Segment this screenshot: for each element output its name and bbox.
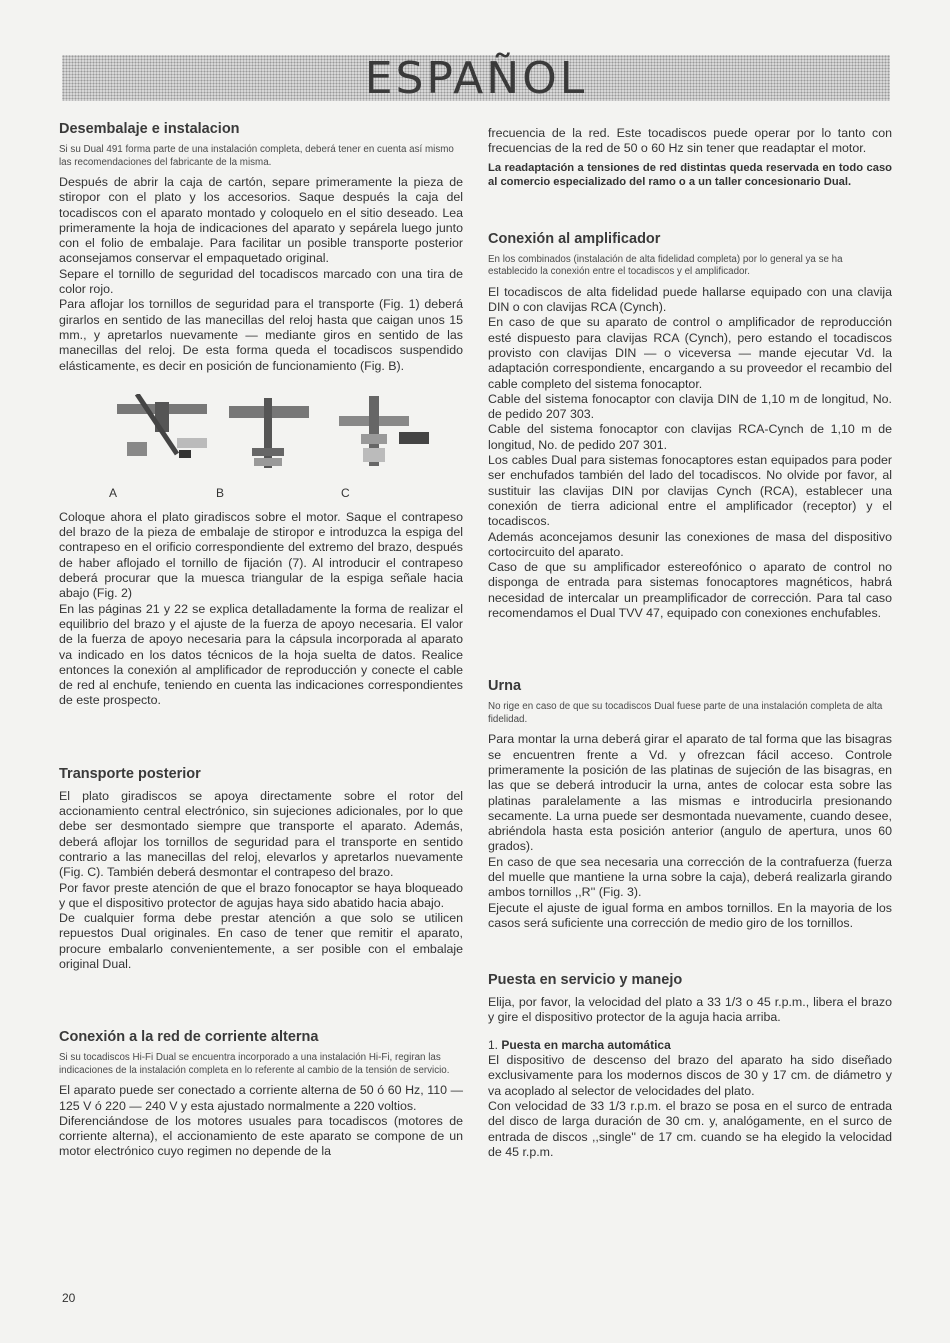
note-urna: No rige en caso de que su tocadiscos Dual fuese parte de una instalación completa de alta fidelidad. [488,701,883,725]
paragraph: Caso de que su amplificador estereofónico o aparato de control no disponga de entrada para sistemas fonocaptores magnéticos, habrá necesidad de intercalar un preamplificador de corrección. Para tal caso recomendamos el Dual TVV 47, equipado con conexiones enchufables. [488,560,892,621]
paragraph: Los cables Dual para sistemas fonocaptores estan equipados para poder ser enchufados también del lado del tocadiscos. No olvide por favor, al sustituir las clavijas DIN por clavijas Cynch (RCA), establecer una conexión de tierra adicional entre el amplificador (receptor) y el tocadiscos. [488,453,892,529]
paragraph: Cable del sistema fonocaptor con clavija DIN de 1,10 m de longitud, No. de pedido 207 303. [488,391,892,422]
subheading-title: Puesta en marcha automática [501,1037,671,1052]
paragraph: Diferenciándose de los motores usuales para tocadiscos (motores de corriente alterna), el accionamiento de este aparato se compone de un motor electrónico cuyo regimen no depende de la [59,1113,463,1159]
paragraph: El plato giradiscos se apoya directamente sobre el rotor del accionamiento central electrónico, sin sujeciones adicionales, por lo que debe ser desmontado siempre que transporte el aparato. Además, deberá aflojar los tornillos de seguridad para el transporte en sentido contrario a las manecillas del reloj, elevarlos y apretarlos nuevamente (Fig. C). También deberá desmontar el contrapeso del brazo. [59,788,463,880]
paragraph: Cable del sistema fonocaptor con clavijas RCA-Cynch de 1,10 m de longitud, No. de pedido 207 301. [488,422,892,452]
paragraph: Después de abrir la caja de cartón, separe primeramente la pieza de stiropor con el plato y los accesorios. Saque después la caja del tocadiscos con el aparato montado y coloquelo en el sitio deseado. Lea primeramente la hoja de indicaciones del aparato y sepárela luego junto con el folio de embalaje. Para facilitar un posible transporte posterior aconsejamos conservar el empaquetado original. [59,175,463,266]
paragraph: Para montar la urna deberá girar el aparato de tal forma que las bisagras se encuentren frente a Vd. y ofrezcan fácil acceso. Controle primeramente la posición de las platinas de sujeción de las bisagras, en las que se deberá introducir la urna, antes de colocar esta sobre las platinas paralelamente a las mismas e introducirla presionando secamente. La urna puede ser desmontada nuevamente, cuando desee, abriéndola hasta esta posición anterior (angulo de apertura, unos 60 grados). [488,732,892,854]
paragraph: Con velocidad de 33 1/3 r.p.m. el brazo se posa en el surco de entrada del disco de larga duración de 30 cm. y, analógamente, en el surco de entrada de discos ,,single'' de 17 cm. cuando se ha elegido la velocidad de 45 r.p.m. [488,1098,892,1159]
subheading-number: 1. [488,1037,499,1052]
heading-transporte: Transporte posterior [59,765,201,782]
paragraph: Por favor preste atención de que el brazo fonocaptor se haya bloqueado y que el dispositivo protector de agujas haya sido abatido hacia abajo. [59,880,463,910]
left-column [59,120,463,1160]
heading-desembalaje: Desembalaje e instalacion [59,121,240,137]
paragraph: El tocadiscos de alta fidelidad puede hallarse equipado con una clavija DIN o con clavijas RCA (Cynch). [488,284,892,315]
figure-a-image [107,394,217,480]
note-desembalaje: Si su Dual 491 forma parte de una instalación completa, deberá tener en cuenta así mismo las recomendaciones del fabricante de la misma. [59,144,454,168]
paragraph: El aparato puede ser conectado a corriente alterna de 50 ó 60 Hz, 110 — 125 V ó 220 — 240 V y esta ajustado normalmente a 220 voltios. [59,1083,463,1113]
paragraph: Ejecute el ajuste de igual forma en ambos tornillos. En la mayoria de los casos será suficiente una corrección de medio giro de los tornillos. [488,900,892,930]
paragraph: Coloque ahora el plato giradiscos sobre el motor. Saque el contrapeso del brazo de la pieza de embalaje de stiropor e introduzca la espiga del contrapeso en el orificio correspondiente del extremo del brazo, después de haber aflojado el tornillo de fijación (7). Al introducir el contrapeso deberá procurar que la muesca triangular de la espiga señale hacia abajo (Fig. 2) [59,509,463,601]
page-number: 20 [62,1291,76,1305]
figure-c-label: C [341,485,350,500]
paragraph: En caso de que su aparato de control o amplificador de reproducción esté dispuesto para clavijas RCA (Cynch), pero estando el tocadiscos provisto con clavijas DIN — o viceversa — mande ejecutar Vd. la adaptación correspondiente, encargando a su proveedor el recambio del cable completo del sistema fonocaptor. [488,315,892,391]
paragraph: frecuencia de la red. Este tocadiscos puede operar por lo tanto con frecuencias de la red de 50 o 60 Hz sin tener que readaptar el motor. [488,126,892,156]
paragraph: Separe el tornillo de seguridad del tocadiscos marcado con una tira de color rojo. [59,266,463,297]
note-conexion-red: Si su tocadiscos Hi-Fi Dual se encuentra incorporado a una instalación Hi-Fi, regiran las indicaciones de la instalación completa en lo referente al cambio de la tensión de servicio. [59,1052,450,1076]
right-column [488,120,892,1160]
figures-transport-screws [59,394,463,504]
paragraph: Para aflojar los tornillos de seguridad para el transporte (Fig. 1) deberá girarlos en sentido de las manecillas del reloj hasta que caigan unos 15 mm., y apretarlos nuevamente — mediante giros en sentido de las manecillas del reloj. De esta forma queda el tocadiscos suspendido elásticamente, es decir en posición de funcionamiento (Fig. B). [59,297,463,373]
subheading-puesta-marcha [488,1038,892,1053]
note-amplificador: En los combinados (instalación de alta fidelidad completa) por lo general ya se ha establecido la conexión entre el tocadiscos y el amplificador. [488,253,843,278]
title-banner [62,53,890,104]
paragraph: De cualquier forma debe prestar atención a que solo se utilicen repuestos Dual originales. En caso de tener que remitir el aparato, procure embalarlo convenientemente, a ser posible con el embalaje original Dual. [59,911,463,971]
figure-c-image [339,394,439,480]
heading-amplificador: Conexión al amplificador [488,230,661,247]
paragraph: El dispositivo de descenso del brazo del aparato ha sido diseñado exclusivamente para los modernos discos de 30 y 17 cm. de diámetro y va acoplado al selector de velocidades del plato. [488,1053,892,1098]
bold-paragraph: La readaptación a tensiones de red distintas queda reservada en todo caso al comercio especializado del ramo o a un taller concesionario Dual. [488,161,892,189]
figure-b-image [224,398,314,484]
heading-urna: Urna [488,678,522,695]
paragraph: Elija, por favor, la velocidad del plato a 33 1/3 o 45 r.p.m., libera el brazo y gire el dispositivo protector de la aguja hacia arriba. [488,995,892,1025]
heading-conexion-red: Conexión a la red de corriente alterna [59,1029,319,1046]
paragraph: En caso de que sea necesaria una corrección de la contrafuerza (fuerza del muelle que mantiene la urna sobre la caja), deberá realizarla girando ambos tornillos ,,R'' (Fig. 3). [488,854,892,900]
heading-puesta-servicio: Puesta en servicio y manejo [488,972,683,989]
paragraph: En las páginas 21 y 22 se explica detalladamente la forma de realizar el equilibrio del brazo y el ajuste de la fuerza de apoyo necesaria. El valor de la fuerza de apoyo necesaria para la cápsula incorporada al aparato va indicado en los datos técnicos de la hoja suelta de datos. Realice entonces la conexión al amplificador de reproducción y conecte el cable de red al enchufe, teniendo en cuenta las indicaciones correspondientes de este prospecto. [59,601,463,708]
page-title: ESPAÑOL [364,53,588,104]
figure-b-label: B [216,485,225,500]
paragraph: Además aconcejamos desunir las conexiones de masa del dispositivo cortocircuito del aparato. [488,529,892,559]
figure-a-label: A [109,485,118,500]
